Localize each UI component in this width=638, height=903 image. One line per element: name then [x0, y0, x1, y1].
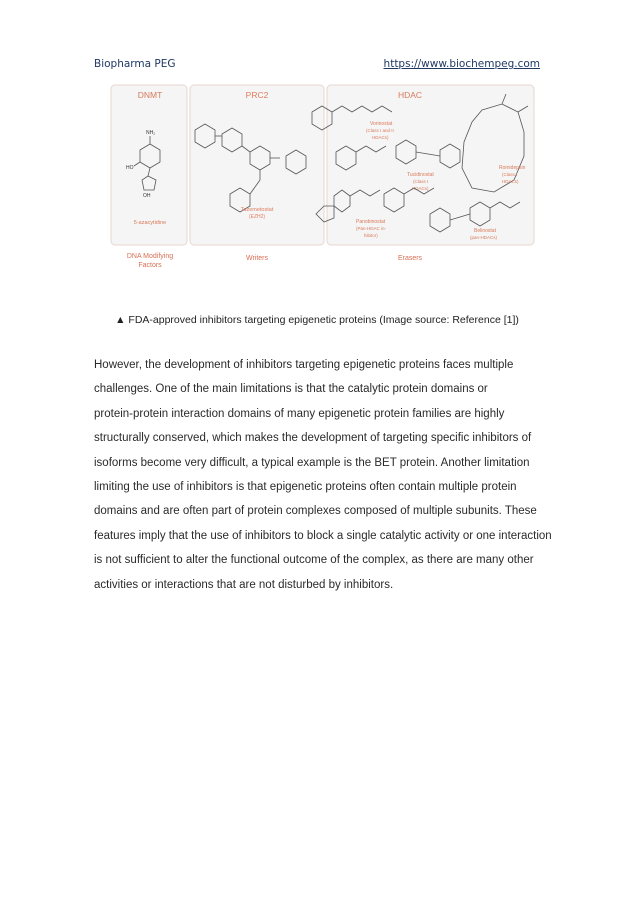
label-belinostat-target: (pan-HDACs) — [470, 235, 498, 240]
paragraph-line: features imply that the use of inhibitors to block a single catalytic activity or one interaction — [94, 529, 552, 542]
label-azacytidine: 5-azacytidine — [133, 220, 167, 226]
label-vorinostat-target-1: (Class I and II — [366, 128, 394, 133]
atom-nh2: NH₂ — [146, 130, 156, 136]
paragraph-line: structurally conserved, which makes the development of targeting specific inhibitors of — [94, 432, 532, 445]
label-tucidinostat: Tucidinostat — [407, 172, 434, 178]
figure-svg — [110, 84, 536, 272]
label-tazemetostat: Tazemetostat — [240, 207, 274, 213]
label-vorinostat: Vorinostat — [370, 121, 393, 127]
category-erasers: Erasers — [397, 255, 423, 262]
category-writers: Writers — [245, 255, 269, 262]
label-romidepsin-target-1: (Class I — [502, 172, 518, 177]
header-link[interactable]: https://www.biochempeg.com — [383, 58, 540, 70]
label-vorinostat-target-2: HDACs) — [372, 135, 389, 140]
label-romidepsin-target-2: HDACs) — [502, 179, 519, 184]
category-dna-modifying-2: Factors — [138, 262, 162, 269]
paragraph-line: is not sufficient to alter the functional outcome of the complex, as there are many other — [94, 554, 534, 567]
label-belinostat: Belinostat — [474, 228, 496, 234]
panel-title-hdac: HDAC — [397, 90, 423, 100]
paragraph-line: isoforms become very difficult, a typical example is the BET protein. Another limitation — [94, 456, 530, 469]
atom-ho: HO — [126, 165, 134, 171]
paragraph-line: domains and are often part of protein complexes composed of multiple subunits. These — [94, 505, 537, 518]
label-tucidinostat-target-2: HDACs) — [412, 186, 429, 191]
label-panobinostat-target-2: hibitor) — [364, 233, 378, 238]
body-paragraph — [94, 353, 552, 597]
label-panobinostat-target-1: (Pan-HDAC in- — [356, 226, 387, 231]
page-header — [94, 58, 540, 74]
paragraph-line: activities or interactions that are not disturbed by inhibitors. — [94, 578, 394, 591]
label-romidepsin: Romidepsin — [499, 165, 526, 171]
atom-oh: OH — [143, 193, 151, 199]
figure-caption: ▲ FDA-approved inhibitors targeting epigenetic proteins (Image source: Reference [1]) — [115, 314, 519, 326]
category-dna-modifying-1: DNA Modifying — [126, 253, 174, 260]
panel-title-dnmt: DNMT — [137, 90, 163, 100]
label-tazemetostat-target: (EZH2) — [248, 214, 266, 220]
paragraph-line: limiting the use of inhibitors is that epigenetic proteins often contain multiple protein — [94, 481, 517, 494]
figure-epigenetic-inhibitors — [110, 84, 536, 272]
label-panobinostat: Panobinostat — [356, 219, 386, 225]
paragraph-line: challenges. One of the main limitations is that the catalytic protein domains or — [94, 383, 488, 396]
paragraph-line: protein-protein interaction domains of many epigenetic protein families are highly — [94, 407, 505, 420]
panel-title-prc2: PRC2 — [245, 90, 269, 100]
panel-prc2 — [190, 85, 324, 245]
header-brand: Biopharma PEG — [94, 58, 176, 70]
label-tucidinostat-target-1: (Class I — [413, 179, 429, 184]
paragraph-line: However, the development of inhibitors targeting epigenetic proteins faces multiple — [94, 359, 514, 371]
